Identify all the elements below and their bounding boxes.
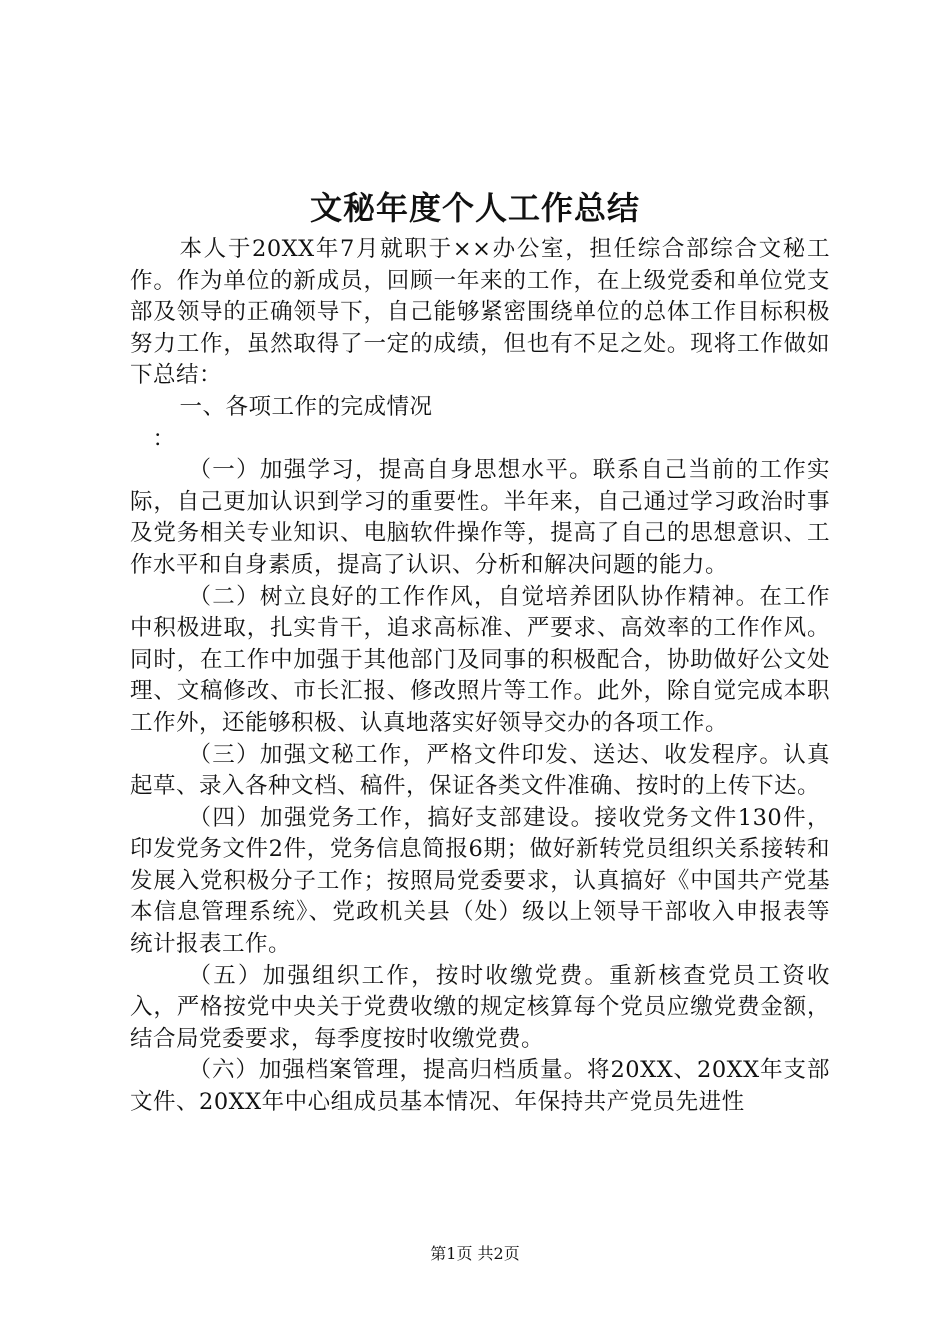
section-heading: 一、各项工作的完成情况 [179,393,433,420]
intro-paragraph: 本人于20XX年7月就职于××办公室，担任综合部综合文秘工作。作为单位的新成员，回顾一年来的工作，在上级党委和单位党支部及领导的正确领导下，自己能够紧密围绕单位的总体工作目标积极努力工作，虽然取得了一定的成绩，但也有不足之处。现将工作做如下总结： [130,236,830,389]
document-body [130,234,830,1119]
paragraph-item-1: （一）加强学习，提高自身思想水平。联系自己当前的工作实际，自己更加认识到学习的重要性。半年来，自己通过学习政治时事及党务相关专业知识、电脑软件操作等，提高了自己的思想意识、工作水平和自身素质，提高了认识、分析和解决问题的能力。 [130,457,830,578]
page-number: 第1页 共2页 [430,1244,520,1263]
paragraph-item-4: （四）加强党务工作，搞好支部建设。接收党务文件130件，印发党务文件2件，党务信息简报6期；做好新转党员组织关系接转和发展入党积极分子工作；按照局党委要求，认真搞好《中国共产党基本信息管理系统》、党政机关县（处）级以上领导干部收入申报表等统计报表工作。 [130,804,830,958]
paragraph-item-6: （六）加强档案管理，提高归档质量。将20XX、20XX年支部文件、20XX年中心组成员基本情况、年保持共产党员先进性 [130,1057,830,1116]
page-title: 文秘年度个人工作总结 [309,189,640,227]
paragraph-item-2: （二）树立良好的工作作风，自觉培养团队协作精神。在工作中积极进取，扎实肯干，追求高标准、严要求、高效率的工作作风。同时，在工作中加强于其他部门及同事的积极配合，协助做好公文处理、文稿修改、市长汇报、修改照片等工作。此外，除自觉完成本职工作外，还能够积极、认真地落实好领导交办的各项工作。 [130,583,830,736]
paragraph-item-5: （五）加强组织工作，按时收缴党费。重新核查党员工资收入，严格按党中央关于党费收缴的规定核算每个党员应缴党费金额，结合局党委要求，每季度按时收缴党费。 [130,962,830,1052]
paragraph-item-3: （三）加强文秘工作，严格文件印发、送达、收发程序。认真起草、录入各种文档、稿件，保证各类文件准确、按时的上传下达。 [130,741,830,800]
stray-colon: ： [152,425,176,452]
